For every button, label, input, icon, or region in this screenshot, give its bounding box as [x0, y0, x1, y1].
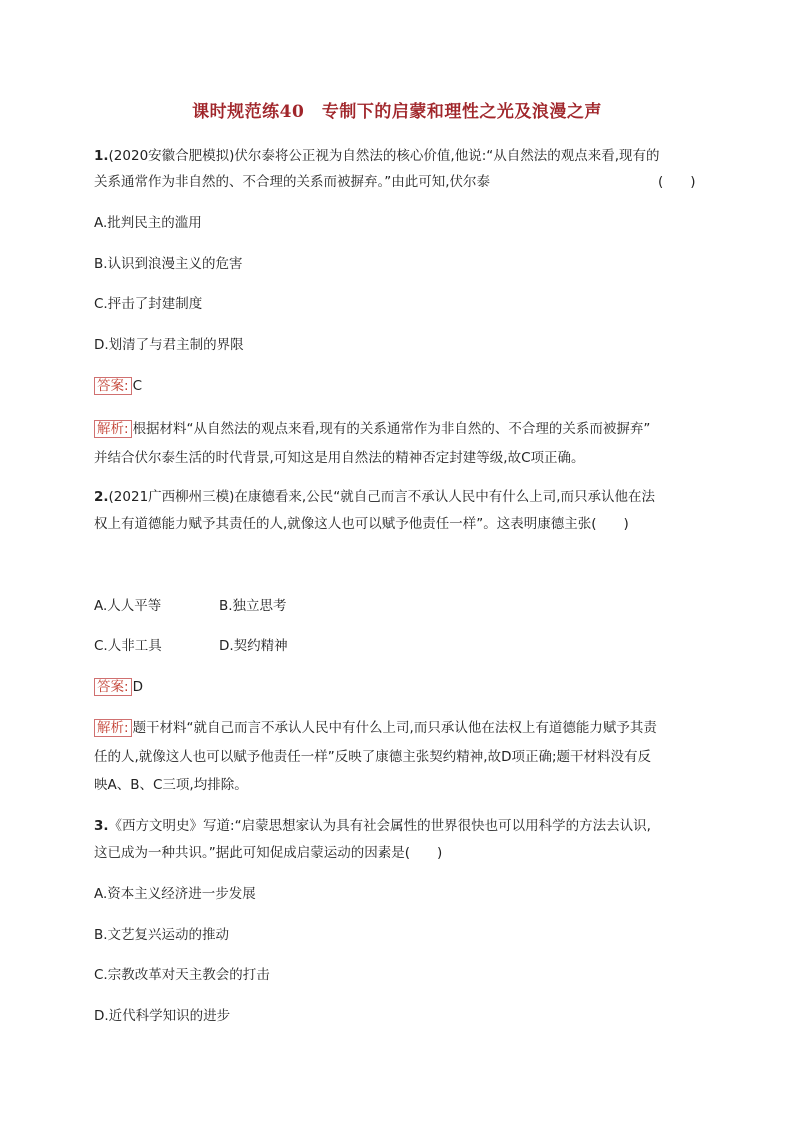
q1-stem-line1 [94, 147, 660, 165]
q3-stem-line2: 这已成为一种共识。”据此可知促成启蒙运动的因素是( ) [94, 845, 443, 861]
q2-option-d[interactable]: D.契约精神 [219, 638, 288, 654]
q1-answer-label: 答案: [94, 377, 132, 395]
q3-text-line1: 《西方文明史》写道:“启蒙思想家认为具有社会属性的世界很快也可以用科学的方法去认识, [108, 818, 651, 834]
q2-number: 2. [94, 489, 109, 505]
q2-analysis-text1: 题干材料“就自己而言不承认人民中有什么上司,而只承认他在法权上有道德能力赋予其责 [132, 720, 657, 736]
q1-option-d[interactable]: D.划清了与君主制的界限 [94, 337, 244, 353]
q1-analysis-line2: 并结合伏尔泰生活的时代背景,可知这是用自然法的精神否定封建等级,故C项正确。 [94, 450, 585, 466]
q2-text-line1: (2021广西柳州三模)在康德看来,公民“就自己而言不承认人民中有什么上司,而只承认他在法 [108, 489, 655, 505]
q1-stem-line2 [94, 173, 490, 191]
q2-stem-line2: 权上有道德能力赋予其责任的人,就像这人也可以赋予他责任一样”。这表明康德主张( ) [94, 516, 629, 532]
q2-answer-label: 答案: [94, 678, 132, 696]
q1-option-a[interactable]: A.批判民主的滥用 [94, 215, 202, 231]
q1-analysis-label: 解析: [94, 420, 132, 438]
q1-text-line1: (2020安徽合肥模拟)伏尔泰将公正视为自然法的核心价值,他说:“从自然法的观点来看,现有的 [108, 148, 660, 164]
q2-stem-line1 [94, 488, 655, 506]
q2-option-a[interactable]: A.人人平等 [94, 598, 162, 614]
q1-analysis-line1 [94, 420, 650, 438]
q1-answer [94, 377, 142, 395]
q2-analysis-line2: 任的人,就像这人也可以赋予他责任一样”反映了康德主张契约精神,故D项正确;题干材料没有反 [94, 749, 652, 765]
q2-answer-value: D [132, 679, 143, 695]
q1-number: 1. [94, 148, 109, 164]
q1-analysis-text1: 根据材料“从自然法的观点来看,现有的关系通常作为非自然的、不合理的关系而被摒弃” [132, 421, 651, 437]
q2-analysis-line3: 映A、B、C三项,均排除。 [94, 777, 248, 793]
q2-analysis-label: 解析: [94, 719, 132, 737]
q3-option-a[interactable]: A.资本主义经济进一步发展 [94, 886, 256, 902]
q1-option-c[interactable]: C.抨击了封建制度 [94, 296, 203, 312]
page-title: 课时规范练40 专制下的启蒙和理性之光及浪漫之声 [192, 102, 602, 122]
q3-option-d[interactable]: D.近代科学知识的进步 [94, 1008, 231, 1024]
q3-option-c[interactable]: C.宗教改革对天主教会的打击 [94, 967, 270, 983]
q2-answer [94, 678, 143, 696]
q3-option-b[interactable]: B.文艺复兴运动的推动 [94, 927, 230, 943]
q2-option-b[interactable]: B.独立思考 [219, 598, 287, 614]
q1-answer-value: C [132, 378, 142, 394]
q3-stem-line1 [94, 817, 651, 835]
q1-text-line2: 关系通常作为非自然的、不合理的关系而被摒弃。”由此可知,伏尔泰 [94, 174, 491, 190]
q2-option-c[interactable]: C.人非工具 [94, 638, 162, 654]
q3-number: 3. [94, 818, 109, 834]
q1-answer-blank: ( ) [658, 174, 696, 190]
q1-option-b[interactable]: B.认识到浪漫主义的危害 [94, 256, 243, 272]
q2-analysis-line1 [94, 719, 657, 737]
